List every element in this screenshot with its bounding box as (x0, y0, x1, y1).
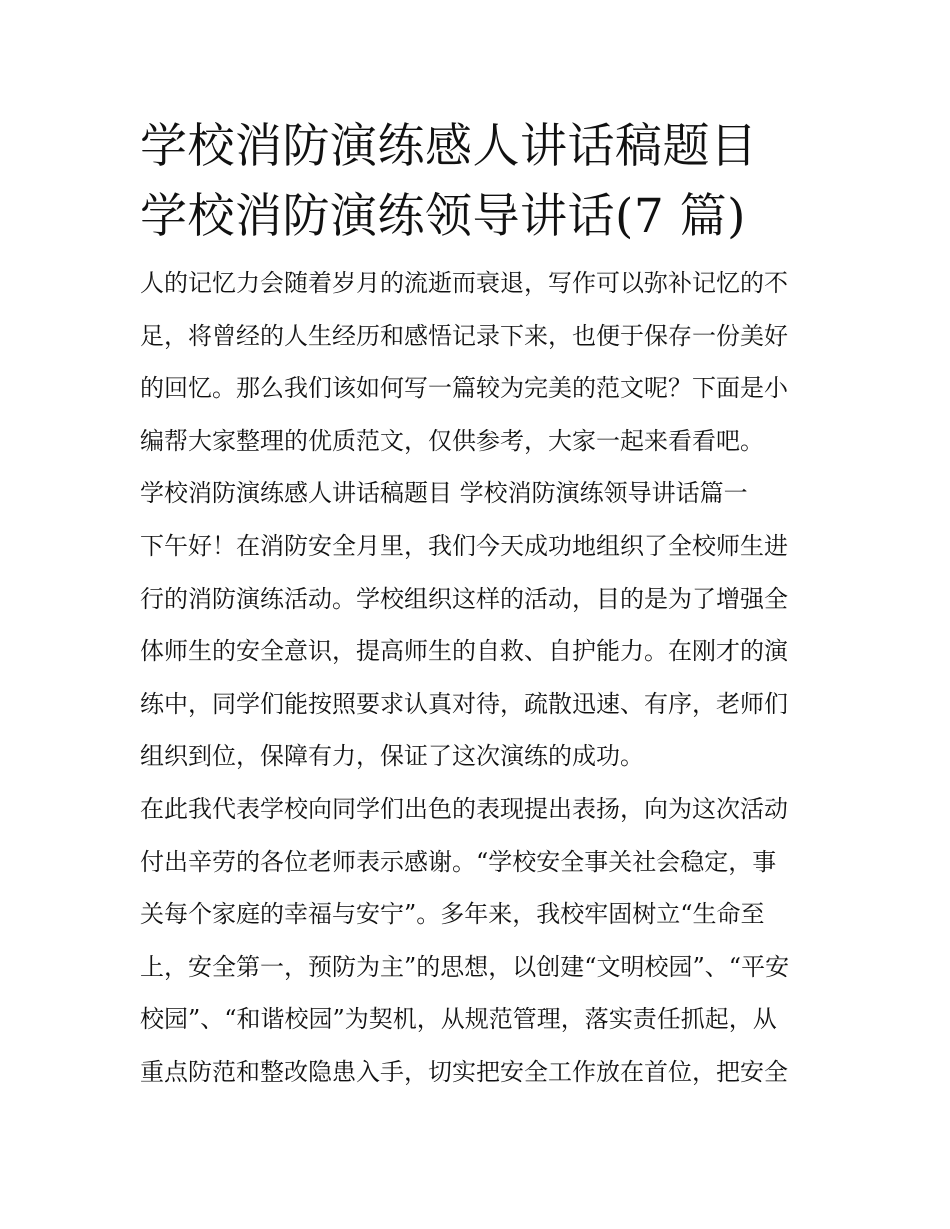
body-line: 付出辛劳的各位老师表示感谢。“学校安全事关社会稳定，事 (140, 847, 777, 876)
body-line: 下午好！在消防安全月里，我们今天成功地组织了全校师生进 (140, 531, 788, 560)
title-line: 学校消防演练领导讲话(7 篇) (140, 189, 747, 244)
body-line: 上，安全第一，预防为主”的思想，以创建“文明校园”、“平安 (140, 952, 790, 981)
body-line: 体师生的安全意识，提高师生的自救、自护能力。在刚才的演 (140, 637, 788, 666)
document-body (140, 270, 820, 1112)
body-line: 在此我代表学校向同学们出色的表现提出表扬，向为这次活动 (140, 794, 788, 823)
body-line: 人的记忆力会随着岁月的流逝而衰退，写作可以弥补记忆的不 (140, 269, 788, 297)
body-line: 编帮大家整理的优质范文，仅供参考，大家一起来看看吧。 (140, 426, 764, 455)
title-line: 学校消防演练感人讲话稿题目 (140, 119, 758, 174)
body-line: 练中，同学们能按照要求认真对待，疏散迅速、有序，老师们 (140, 689, 788, 718)
body-line: 重点防范和整改隐患入手，切实把安全工作放在首位，把安全 (140, 1057, 788, 1086)
body-line: 行的消防演练活动。学校组织这样的活动，目的是为了增强全 (140, 584, 788, 613)
body-line: 关每个家庭的幸福与安宁”。多年来，我校牢固树立“生命至 (140, 900, 765, 929)
section-heading: 学校消防演练感人讲话稿题目 学校消防演练领导讲话篇一 (140, 479, 748, 508)
body-line: 组织到位，保障有力，保证了这次演练的成功。 (140, 742, 644, 771)
body-line: 校园”、“和谐校园”为契机，从规范管理，落实责任抓起，从 (140, 1005, 777, 1034)
body-line: 的回忆。那么我们该如何写一篇较为完美的范文呢？下面是小 (140, 374, 788, 403)
document-title (140, 112, 840, 252)
body-line: 足，将曾经的人生经历和感悟记录下来，也便于保存一份美好 (140, 321, 788, 350)
